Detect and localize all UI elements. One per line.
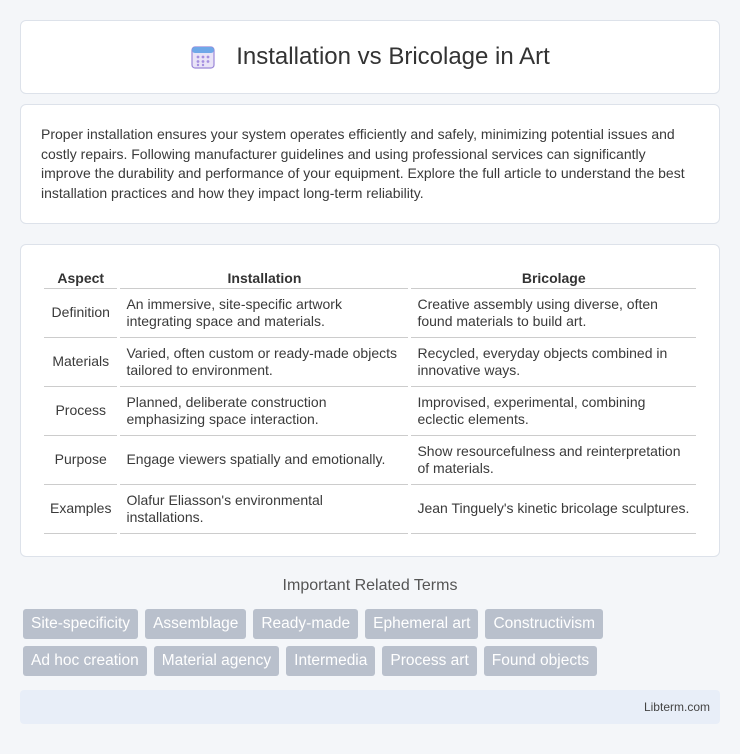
related-term-tag[interactable]: Assemblage (145, 609, 246, 639)
installation-cell: An immersive, site-specific artwork integrating space and materials. (120, 289, 408, 338)
bricolage-cell: Jean Tinguely's kinetic bricolage sculptures. (411, 485, 696, 534)
table-row (44, 387, 696, 436)
footer (20, 690, 720, 724)
bricolage-cell: Recycled, everyday objects combined in innovative ways. (411, 338, 696, 387)
header-card (20, 20, 720, 94)
intro-text: Proper installation ensures your system operates efficiently and safely, minimizing potential issues and costly repairs. Following manufacturer guidelines and using professional services can significantly improve the durability and performance of your equipment. Explore the full article to understand the best installation practices and how they impact long-term reliability. (41, 126, 685, 201)
related-term-tag[interactable]: Ephemeral art (365, 609, 478, 639)
installation-cell: Engage viewers spatially and emotionally. (120, 436, 408, 485)
related-terms-title: Important Related Terms (282, 577, 458, 594)
related-term-tag[interactable]: Ad hoc creation (23, 646, 147, 676)
related-term-tag[interactable]: Process art (382, 646, 476, 676)
table-row (44, 436, 696, 485)
related-term-tag[interactable]: Intermedia (286, 646, 375, 676)
installation-cell: Planned, deliberate construction emphasizing space interaction. (120, 387, 408, 436)
table-header-row (44, 265, 696, 289)
column-header-aspect: Aspect (44, 265, 117, 289)
related-term-tag[interactable]: Ready-made (253, 609, 358, 639)
table-row (44, 338, 696, 387)
comparison-card (20, 244, 720, 557)
footer-site-link[interactable]: Libterm.com (643, 700, 710, 714)
comparison-table (41, 265, 699, 534)
aspect-cell: Purpose (44, 436, 117, 485)
installation-cell: Olafur Eliasson's environmental installations. (120, 485, 408, 534)
bricolage-cell: Improvised, experimental, combining eclectic elements. (411, 387, 696, 436)
intro-card (20, 104, 720, 224)
table-row (44, 485, 696, 534)
installation-cell: Varied, often custom or ready-made objects tailored to environment. (120, 338, 408, 387)
aspect-cell: Materials (44, 338, 117, 387)
aspect-cell: Definition (44, 289, 117, 338)
aspect-cell: Examples (44, 485, 117, 534)
related-term-tag[interactable]: Found objects (484, 646, 597, 676)
page-title: Installation vs Bricolage in Art (236, 43, 550, 70)
column-header-installation: Installation (120, 265, 408, 289)
related-terms-list (23, 609, 723, 676)
related-term-tag[interactable]: Site-specificity (23, 609, 138, 639)
table-row (44, 289, 696, 338)
bricolage-cell: Creative assembly using diverse, often found materials to build art. (411, 289, 696, 338)
aspect-cell: Process (44, 387, 117, 436)
calendar-grid-icon (190, 44, 216, 70)
bricolage-cell: Show resourcefulness and reinterpretation of materials. (411, 436, 696, 485)
related-term-tag[interactable]: Constructivism (485, 609, 603, 639)
column-header-bricolage: Bricolage (411, 265, 696, 289)
related-term-tag[interactable]: Material agency (154, 646, 279, 676)
